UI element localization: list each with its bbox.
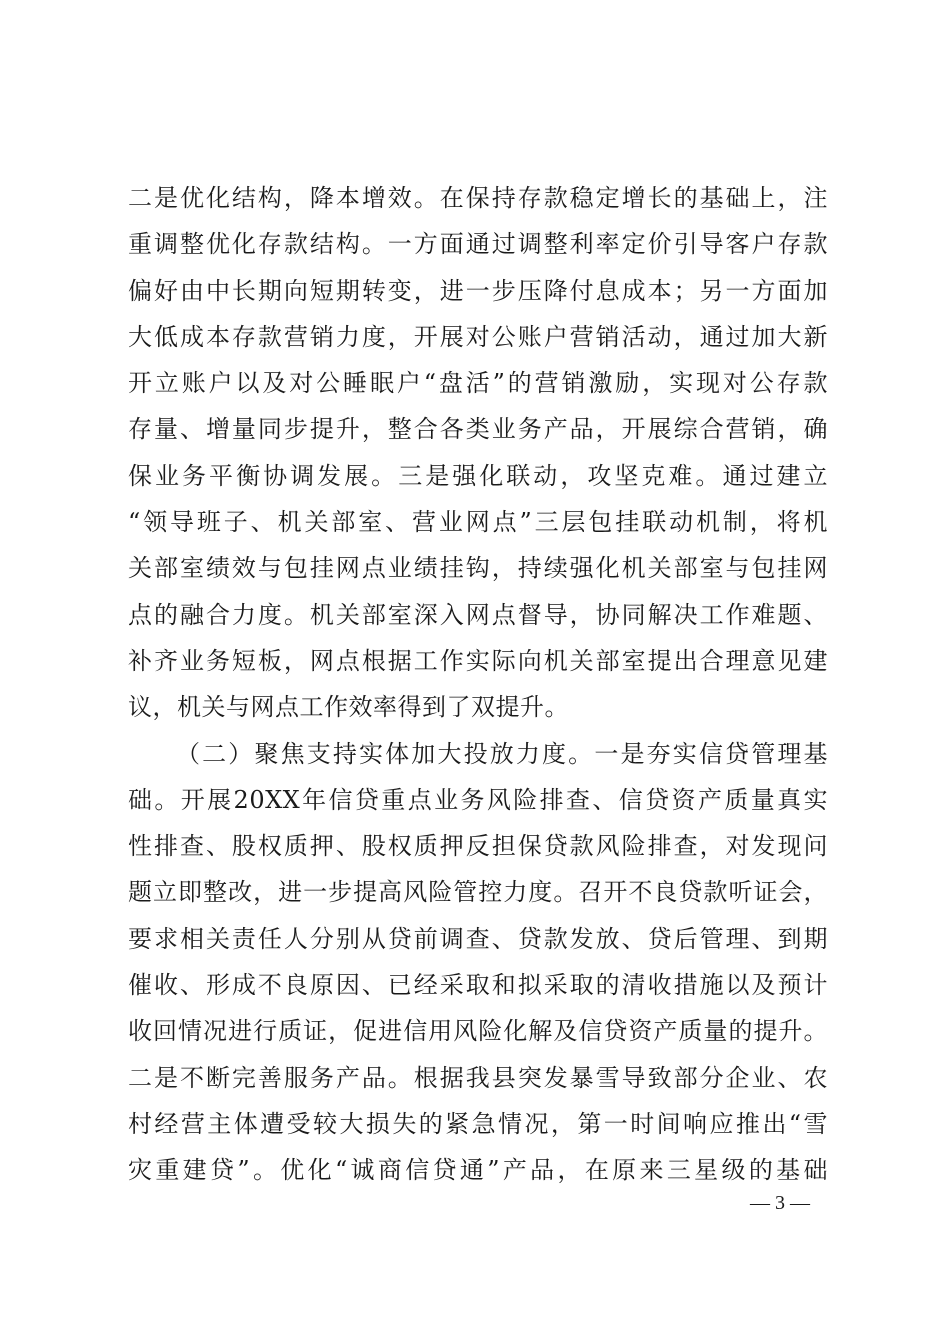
text-line: 关部室绩效与包挂网点业绩挂钩，持续强化机关部室与包挂网 xyxy=(128,554,828,583)
text-line: 偏好由中长期向短期转变，进一步压降付息成本；另一方面加 xyxy=(128,276,828,305)
page-number: — 3 — xyxy=(750,1192,810,1214)
text-line: 重调整优化存款结构。一方面通过调整利率定价引导客户存款 xyxy=(128,230,828,259)
text-line: 补齐业务短板，网点根据工作实际向机关部室提出合理意见建 xyxy=(128,646,828,675)
text-line: 题立即整改，进一步提高风险管控力度。召开不良贷款听证会， xyxy=(128,878,828,907)
text-line: 二是优化结构，降本增效。在保持存款稳定增长的基础上，注 xyxy=(128,184,828,212)
text-line: 村经营主体遭受较大损失的紧急情况，第一时间响应推出“雪 xyxy=(128,1109,828,1138)
text-line: 大低成本存款营销力度，开展对公账户营销活动，通过加大新 xyxy=(128,322,828,351)
body-text xyxy=(128,175,828,1194)
text-line: 开立账户以及对公睡眠户“盘活”的营销激励，实现对公存款 xyxy=(128,369,828,398)
text-line: 催收、形成不良原因、已经采取和拟采取的清收措施以及预计 xyxy=(128,971,828,1000)
text-line: （二）聚焦支持实体加大投放力度。一是夯实信贷管理基 xyxy=(176,739,828,768)
text-line: 性排查、股权质押、股权质押反担保贷款风险排查，对发现问 xyxy=(128,832,828,861)
text-line: 础。开展20XX年信贷重点业务风险排查、信贷资产质量真实 xyxy=(128,785,828,814)
text-line: 存量、增量同步提升，整合各类业务产品，开展综合营销，确 xyxy=(128,415,828,444)
text-line: 要求相关责任人分别从贷前调查、贷款发放、贷后管理、到期 xyxy=(128,924,828,953)
text-line: 灾重建贷”。优化“诚商信贷通”产品，在原来三星级的基础 xyxy=(128,1156,828,1185)
text-line: 二是不断完善服务产品。根据我县突发暴雪导致部分企业、农 xyxy=(128,1063,828,1092)
text-line: 议，机关与网点工作效率得到了双提升。 xyxy=(128,693,569,722)
text-line: 保业务平衡协调发展。三是强化联动，攻坚克难。通过建立 xyxy=(128,461,828,490)
text-line: 收回情况进行质证，促进信用风险化解及信贷资产质量的提升。 xyxy=(128,1017,828,1046)
text-line: “领导班子、机关部室、营业网点”三层包挂联动机制，将机 xyxy=(128,508,828,537)
text-line: 点的融合力度。机关部室深入网点督导，协同解决工作难题、 xyxy=(128,600,828,629)
